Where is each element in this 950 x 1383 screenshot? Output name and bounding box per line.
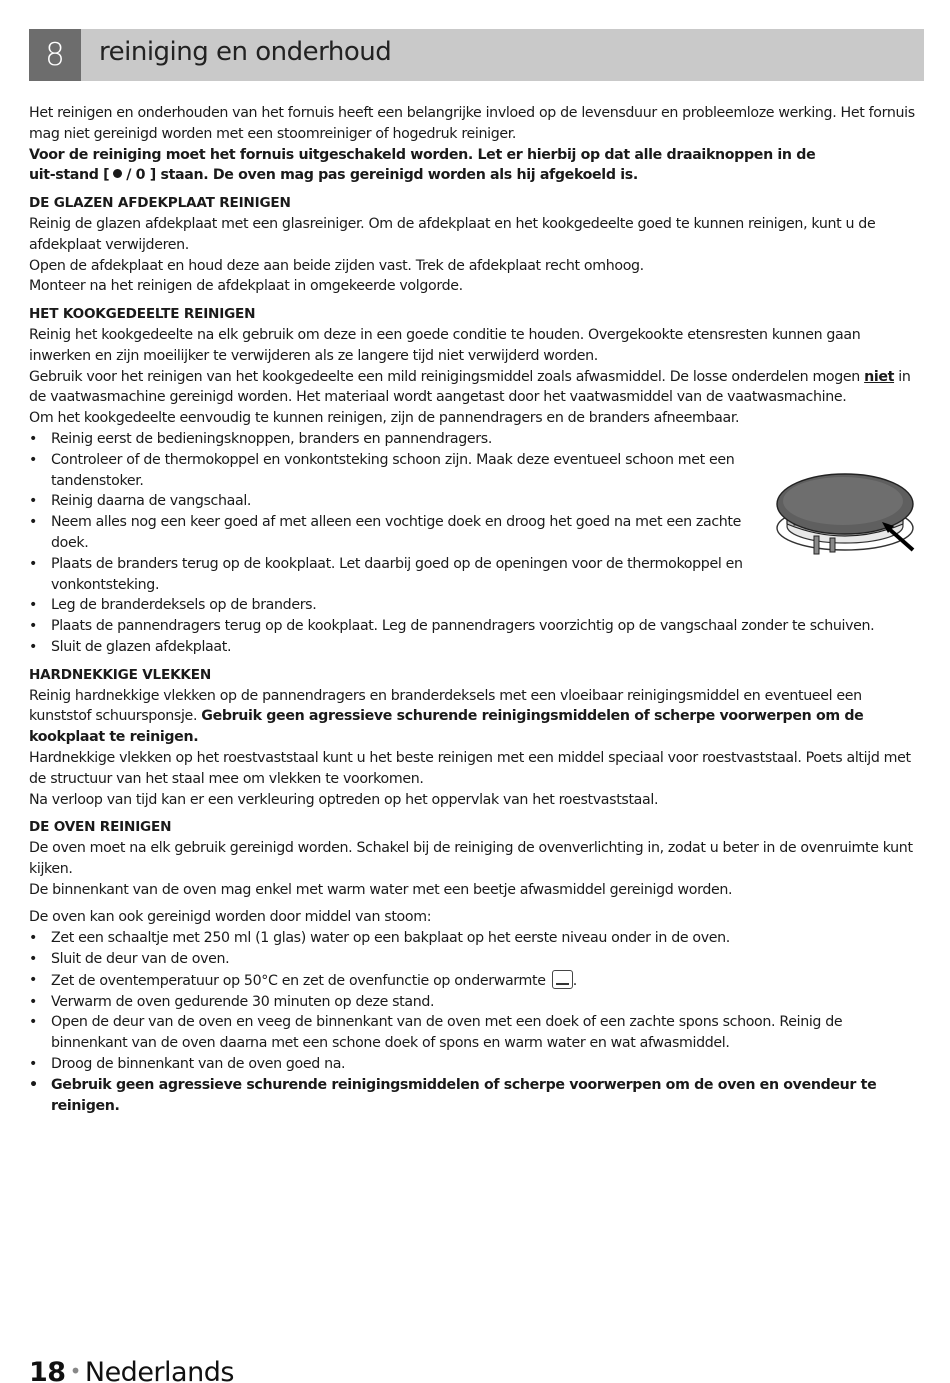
oven-paragraph-3: De oven kan ook gereinigd worden door middel van stoom: — [29, 909, 432, 926]
list-item: • Zet een schaaltje met 250 ml (1 glas) water op een bakplaat op het eerste niveau onder in de oven. — [29, 928, 919, 949]
intro-paragraph: Het reinigen en onderhouden van het fornuis heeft een belangrijke invloed op de levensduur en probleemloze werking. Het fornuis mag niet gereinigd worden met een stoomreiniger of hogedruk reiniger. — [29, 105, 915, 142]
glass-line: Monteer na het reinigen de afdekplaat in omgekeerde volgorde. — [29, 278, 463, 295]
list-item-period: . — [572, 972, 577, 989]
section-heading-cooktop: HET KOOKGEDEELTE REINIGEN — [29, 306, 256, 323]
stains-paragraph-1 — [29, 686, 919, 748]
list-item: • Sluit de deur van de oven. — [29, 949, 919, 970]
list-item: • Sluit de glazen afdekplaat. — [29, 637, 919, 658]
stains-p1-a: Reinig hardnekkige vlekken op de pannendragers en branderdeksels met een vloeibaar reinigingsmiddel en eventueel een kunststof schuursponsje. — [29, 687, 862, 725]
page-footer — [29, 1355, 234, 1383]
burner-illustration — [770, 466, 920, 566]
list-item: • Neem alles nog een keer goed af met alleen een vochtige doek en droog het goed na met een zachte doek. — [29, 512, 919, 554]
list-item: • Droog de binnenkant van de oven goed na. — [29, 1054, 919, 1075]
list-item: • Reinig daarna de vangschaal. — [29, 491, 919, 512]
cooktop-p2-b: in de vaatwasmachine gereinigd worden. Het materiaal wordt aangetast door het vaatwasmiddel van de vaatwasmachine. — [29, 368, 911, 406]
list-item: • Gebruik geen agressieve schurende reinigingsmiddelen of scherpe voorwerpen om de oven en ovendeur te reinigen. — [29, 1075, 919, 1117]
chapter-number: 8 — [29, 29, 81, 81]
glass-line: Open de afdekplaat en houd deze aan beide zijden vast. Trek de afdekplaat recht omhoog. — [29, 257, 644, 274]
list-item: • Plaats de pannendragers terug op de kookplaat. Leg de pannendragers voorzichtig op de vangschaal zonder te schuiven. — [29, 616, 919, 637]
stains-paragraph-2: Hardnekkige vlekken op het roestvaststaal kunt u het beste reinigen met een middel speciaal voor roestvaststaal. Poets altijd met de structuur van het staal mee om vlekken te voorkomen. — [29, 749, 911, 787]
cooktop-paragraph-3: Om het kookgedeelte eenvoudig te kunnen reinigen, zijn de pannendragers en de branders afneembaar. — [29, 410, 740, 427]
glass-line: Reinig de glazen afdekplaat met een glasreiniger. Om de afdekplaat en het kookgedeelte goed te kunnen reinigen, kunt u de afdekplaat verwijderen. — [29, 215, 876, 253]
list-item: • Plaats de branders terug op de kookplaat. Let daarbij goed op de openingen voor de thermokoppel en vonkontsteking. — [29, 554, 919, 596]
cooktop-paragraph-2 — [29, 367, 919, 409]
chapter-header — [29, 29, 924, 81]
intro-warning-line1: Voor de reiniging moet het fornuis uitgeschakeld worden. Let er hierbij op dat alle draaiknoppen in de — [29, 146, 816, 163]
bottom-heat-icon — [552, 970, 573, 989]
list-item: • Verwarm de oven gedurende 30 minuten op deze stand. — [29, 992, 919, 1013]
footer-separator: • — [69, 1359, 81, 1383]
list-item: • Controleer of de thermokoppel en vonkontsteking schoon zijn. Maak deze eventueel schoon met een tandenstoker. — [29, 450, 919, 492]
intro-warning-line2b: / 0 ] staan. De oven mag pas gereinigd worden als hij afgekoeld is. — [126, 167, 638, 184]
oven-paragraph-1: De oven moet na elk gebruik gereinigd worden. Schakel bij de reiniging de ovenverlichting in, zodat u beter in de ovenruimte kunt kijken. — [29, 840, 913, 877]
chapter-title: reiniging en onderhoud — [99, 37, 392, 67]
list-item: • Open de deur van de oven en veeg de binnenkant van de oven met een doek of een zachte spons schoon. Reinig de binnenkant van de oven daarna met een schone doek of spons en warm water en wat afwasmiddel. — [29, 1012, 919, 1054]
list-item — [29, 970, 919, 992]
niet-emphasis: niet — [864, 368, 895, 385]
section-heading-glass: DE GLAZEN AFDEKPLAAT REINIGEN — [29, 195, 291, 212]
intro-warning-line2a: uit-stand [ — [29, 167, 110, 184]
cooktop-p2-a: Gebruik voor het reinigen van het kookgedeelte een mild reinigingsmiddel zoals afwasmiddel. De losse onderdelen mogen — [29, 368, 860, 385]
stains-warning: Gebruik geen agressieve schurende reinigingsmiddelen of scherpe voorwerpen om de kookplaat te reinigen. — [29, 708, 864, 746]
list-item: • Leg de branderdeksels op de branders. — [29, 595, 919, 616]
cooktop-paragraph-1: Reinig het kookgedeelte na elk gebruik om deze in een goede conditie te houden. Overgekookte etensresten kunnen gaan inwerken en zijn moeilijker te verwijderen als ze langere tijd niet verwijderd worden. — [29, 326, 861, 364]
section-heading-stains: HARDNEKKIGE VLEKKEN — [29, 666, 212, 683]
off-position-icon — [113, 169, 122, 178]
oven-paragraph-2: De binnenkant van de oven mag enkel met warm water met een beetje afwasmiddel gereinigd worden. — [29, 881, 733, 898]
list-item: • Reinig eerst de bedieningsknoppen, branders en pannendragers. — [29, 429, 919, 450]
section-heading-oven: DE OVEN REINIGEN — [29, 819, 172, 836]
page-number: 18 — [29, 1357, 66, 1383]
oven-bullet-list — [29, 928, 919, 1116]
footer-language: Nederlands — [84, 1357, 234, 1383]
intro-warning — [29, 145, 919, 187]
stains-paragraph-3: Na verloop van tijd kan er een verkleuring optreden op het oppervlak van het roestvaststaal. — [29, 791, 659, 808]
main-content — [29, 103, 919, 1116]
list-item-text: Zet de oventemperatuur op 50°C en zet de ovenfunctie op onderwarmte — [51, 972, 546, 989]
